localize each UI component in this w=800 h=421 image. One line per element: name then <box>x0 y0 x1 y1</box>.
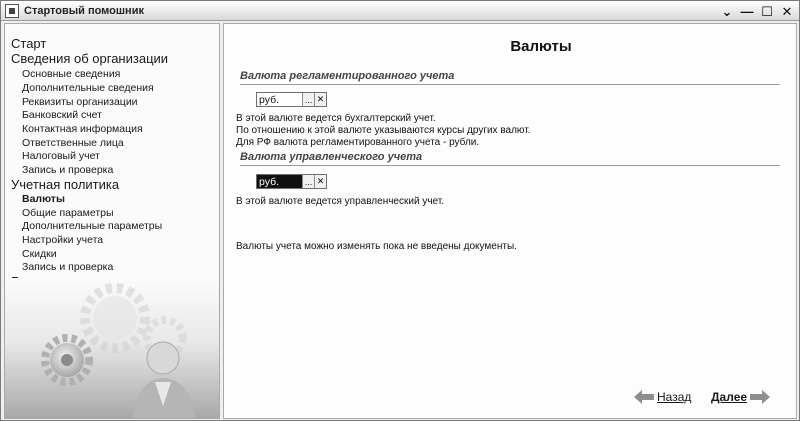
currency-change-note: Валюты учета можно изменять пока не введены документы. <box>236 241 517 252</box>
minimize-button[interactable]: — <box>740 3 754 19</box>
next-link[interactable]: Далее <box>711 390 748 404</box>
management-currency-clear-button[interactable]: ✕ <box>314 175 326 188</box>
step-accounting-policy[interactable]: Учетная политика <box>11 177 120 192</box>
management-currency-header: Валюта управленческого учета <box>240 151 780 166</box>
next-nav <box>711 390 770 404</box>
window-controls <box>719 3 795 19</box>
step-basic-info[interactable]: Основные сведения <box>22 68 121 80</box>
regulated-currency-field <box>256 92 327 107</box>
wizard-steps-sidebar <box>4 23 220 419</box>
close-button[interactable]: ✕ <box>781 3 793 19</box>
arrow-left-icon[interactable] <box>634 390 654 404</box>
gears-illustration <box>5 278 220 418</box>
step-save-check-2[interactable]: Запись и проверка <box>22 261 114 273</box>
step-responsible-persons[interactable]: Ответственные лица <box>22 137 124 149</box>
step-currencies[interactable]: Валюты <box>22 193 65 205</box>
step-tax-accounting[interactable]: Налоговый учет <box>22 150 100 162</box>
window-menu-button[interactable]: ⌄ <box>721 3 733 19</box>
window-title: Стартовый помошник <box>24 4 144 17</box>
management-info-line: В этой валюте ведется управленческий учет. <box>236 196 445 207</box>
main-panel <box>223 23 797 419</box>
step-organization-info[interactable]: Сведения об организации <box>11 51 169 66</box>
page-title: Валюты <box>510 38 572 55</box>
step-accounting-settings[interactable]: Настройки учета <box>22 234 104 246</box>
back-nav <box>634 390 691 404</box>
title-bar <box>1 1 799 21</box>
step-save-check-1[interactable]: Запись и проверка <box>22 164 114 176</box>
management-currency-input[interactable] <box>257 175 302 188</box>
regulated-currency-select-button[interactable]: ... <box>302 93 314 106</box>
regulated-info-line: Для РФ валюта регламентированного учета - рубли. <box>236 137 480 148</box>
management-currency-field <box>256 174 327 189</box>
app-icon <box>5 4 19 18</box>
step-start[interactable]: Старт <box>11 36 47 51</box>
step-additional-params[interactable]: Дополнительные параметры <box>22 220 163 232</box>
regulated-info-line: В этой валюте ведется бухгалтерский учет. <box>236 113 436 124</box>
maximize-button[interactable]: ☐ <box>761 3 773 19</box>
step-additional-info[interactable]: Дополнительные сведения <box>22 82 154 94</box>
step-contact-info[interactable]: Контактная информация <box>22 123 143 135</box>
step-discounts[interactable]: Скидки <box>22 248 57 260</box>
step-bank-account[interactable]: Банковский счет <box>22 109 102 121</box>
back-link[interactable]: Назад <box>657 390 692 404</box>
regulated-info-line: По отношению к этой валюте указываются курсы других валют. <box>236 125 531 136</box>
step-general-params[interactable]: Общие параметры <box>22 207 114 219</box>
regulated-currency-input[interactable] <box>257 93 302 106</box>
management-currency-select-button[interactable]: ... <box>302 175 314 188</box>
arrow-right-icon[interactable] <box>750 390 770 404</box>
step-org-requisites[interactable]: Реквизиты организации <box>22 96 138 108</box>
regulated-currency-clear-button[interactable]: ✕ <box>314 93 326 106</box>
regulated-currency-header: Валюта регламентированного учета <box>240 70 780 85</box>
